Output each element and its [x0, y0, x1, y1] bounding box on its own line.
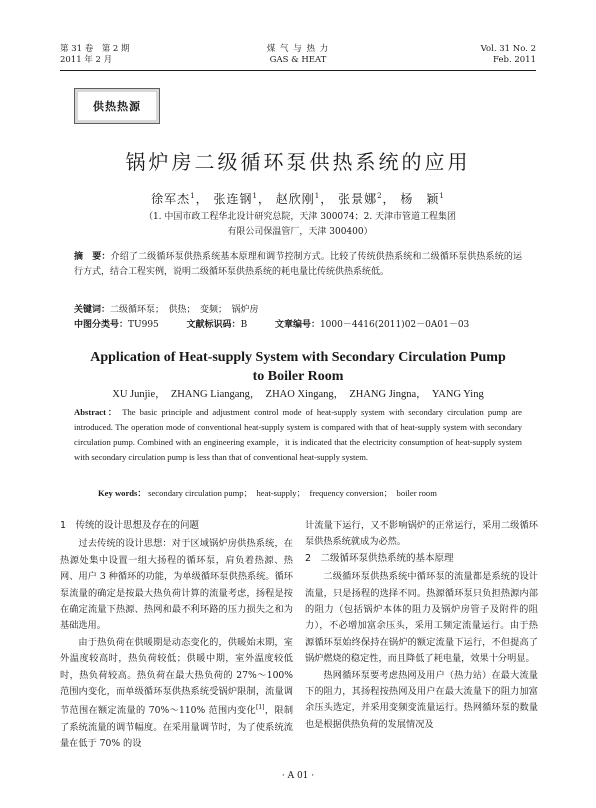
abstract-en — [74, 405, 522, 465]
affiliation-cn: （1. 中国市政工程华北设计研究总院，天津 300074；2. 天津市管道工程集团 有限公司保温管厂，天津 300400） — [143, 212, 457, 237]
abstract-en-text: The basic principle and adjustment control mode of heat-supply system with secondary circulation pump are introduced. The operation mode of conventional heat-supply system is compared with that of heat-supply system with secondary circulation pump. Combined with an engineering example，it is indicated that the electricity consumption of heat-supply system with secondary circulation pump is less than that of conventional heat-supply system. — [74, 407, 522, 462]
clc-label: 中图分类号： — [74, 320, 129, 330]
header-rule — [60, 70, 536, 71]
paragraph: 计流量下运行，又不影响锅炉的正常运行，采用二级循环泵供热系统就成为必然。 — [305, 520, 538, 548]
paragraph: 过去传统的设计思想：对于区域锅炉房供热系统，在热源处集中设置一组大扬程的循环泵，肩负着热源、热网、用户 3 种循环的功能，为单级循环泵供热系统。循环泵流量的确定是按最大热负荷计算的流量考虑，扬程是按在确定流量下热源、热网和最不利环路的压力损失之和为基础选用。 — [60, 538, 293, 632]
author-cn: 徐军杰$^1$ — [151, 192, 196, 206]
body-column-left — [60, 518, 293, 753]
keywords-cn-label: 关键词： — [74, 305, 111, 315]
paragraph: 热网循环泵要考虑热网及用户（热力站）在最大流量下的阻力，其扬程按热网及用户在最大流量下的阻力加富余压头选定，并采用变频变流量运行。热网循环泵的数量也是根据供热负荷的发展情况及 — [305, 669, 538, 730]
issue-date-en: Feb. 2011 — [493, 55, 536, 65]
volume-issue: 第 31 卷 第 2 期 — [60, 44, 130, 54]
journal-name-cn: 煤 气 与 热 力 — [266, 44, 330, 54]
keywords-cn — [74, 303, 522, 318]
author-cn: 杨 颖$^1$ — [400, 192, 445, 206]
clc-value: TU995 — [128, 320, 159, 330]
issue-date: 2011 年 2 月 — [60, 55, 113, 65]
author-cn: 赵欣刚$^1$ — [275, 192, 321, 206]
citation-ref[interactable]: [1] — [256, 704, 265, 712]
article-number-value: 1000－4416(2011)02－0A01－03 — [319, 320, 470, 330]
doc-code-label: 文献标识码： — [186, 320, 241, 330]
title-en: Application of Heat-supply System with Secondary Circulation Pump to Boiler Room — [90, 350, 506, 384]
authors-cn: 徐军杰$^1$， 张连钢$^1$， 赵欣刚$^1$， 张景娜$^2$， 杨 颖$^1$ — [151, 192, 445, 206]
author-cn: 张连钢$^1$ — [213, 192, 258, 206]
article-number-label: 文章编号： — [274, 320, 320, 330]
abstract-en-label: Abstract： — [74, 407, 119, 417]
journal-name-en: GAS & HEAT — [269, 55, 327, 65]
abstract-cn-label: 摘 要： — [74, 252, 111, 262]
keywords-en-text: secondary circulation pump； heat-supply； frequency conversion； boiler room — [148, 488, 437, 498]
running-header-right — [481, 44, 536, 66]
paragraph: 二级循环泵供热系统中循环泵的流量都是系统的设计流量，只是扬程的选择不同。热源循环泵只负担热源内部的阻力（包括锅炉本体的阻力及锅炉房管子及附件的阻力），不必增加富余压头，采用工频定流量运行。由于热源循环泵始终保持在锅炉的额定流量下运行，不但提高了锅炉燃烧的稳定性，而且降低了耗电量，效果十分明显。 — [305, 571, 538, 665]
section-heading: 1 传统的设计思想及存在的问题 — [60, 520, 200, 531]
keywords-en-label: Key words： — [98, 488, 146, 498]
abstract-cn-text: 介绍了二级循环泵供热系统基本原理和调节控制方式。比较了传统供热系统和二级循环泵供热系统的运行方式，结合工程实例，说明二级循环泵供热系统的耗电量比传统供热系统低。 — [74, 252, 522, 277]
author-cn: 张景娜$^2$ — [338, 192, 383, 206]
paragraph: 由于热负荷在供暖期是动态变化的，供暖始末期，室外温度较高时，热负荷较低；供暖中期，室外温度较低时，热负荷较高。热负荷在最大热负荷的 27%～100% 范围内变化，而单级循环泵供热系统受锅炉限制，流量调节范围在额定流量的 70%～110% 范围内变化[1]，限制了系统流量的调节幅度。在采用量调节时，为了使系统流量在低于 70% 的设 — [60, 636, 294, 750]
section-heading: 2 二级循环泵供热系统的基本原理 — [305, 552, 454, 564]
title-cn: 锅炉房二级循环泵供热系统的应用 — [125, 150, 471, 174]
page-number: · A 01 · — [281, 771, 315, 781]
keywords-cn-text: 二级循环泵； 供热； 变频； 锅炉房 — [110, 305, 259, 315]
body-column-right — [305, 518, 538, 733]
section-tag-label: 供热热源 — [93, 100, 141, 113]
section-tag — [74, 88, 160, 124]
classification-line — [74, 318, 522, 333]
doc-code-value: B — [240, 320, 248, 330]
authors-en: XU Junjie， ZHANG Liangang， ZHAO Xingang， ZHANG Jingna， YANG Ying — [112, 389, 484, 400]
abstract-cn — [74, 250, 522, 279]
volume-issue-en: Vol. 31 No. 2 — [480, 44, 536, 54]
keywords-en — [74, 486, 522, 501]
